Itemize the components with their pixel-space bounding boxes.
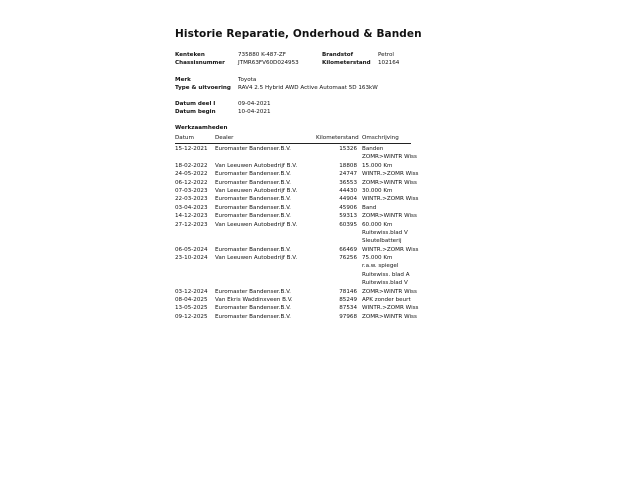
cell-dealer: Van Leeuwen Autobedrijf B.V. <box>215 221 298 228</box>
table-row <box>175 179 435 187</box>
col-header-dealer: Dealer <box>215 135 234 141</box>
table-row <box>175 237 435 245</box>
cell-km: 15326 <box>339 146 357 152</box>
cell-date: 13-05-2025 <box>175 305 208 312</box>
chassis-value: JTMR63FV60D024953 <box>238 60 299 66</box>
cell-km: 45906 <box>339 204 357 211</box>
datum-begin-value: 10-04-2021 <box>238 109 271 115</box>
cell-date: 15-12-2021 <box>175 146 208 152</box>
table-row <box>175 195 435 203</box>
table-row <box>175 145 435 153</box>
header-divider <box>175 143 411 144</box>
table-row <box>175 187 435 195</box>
brandstof-label: Brandstof <box>322 52 354 58</box>
cell-desc: WINTR.>ZOMR Wiss <box>362 305 419 312</box>
cell-desc: WINTR.>ZOMR Wiss <box>362 196 419 203</box>
kilometerstand-value: 102164 <box>378 60 400 66</box>
table-row <box>175 296 435 304</box>
datum-deel1-value: 09-04-2021 <box>238 101 271 107</box>
cell-date: 06-05-2024 <box>175 246 208 253</box>
cell-km: 97968 <box>339 313 357 320</box>
cell-desc: r.a.w. spiegel <box>362 263 399 270</box>
cell-dealer: Euromaster Bandenser.B.V. <box>215 246 291 253</box>
table-row <box>175 153 435 161</box>
cell-km: 87534 <box>339 305 357 312</box>
brandstof-value: Petrol <box>378 52 394 58</box>
cell-date: 06-12-2022 <box>175 179 208 186</box>
cell-desc: WINTR.>ZOMR Wiss <box>362 246 419 253</box>
col-header-datum: Datum <box>175 135 194 141</box>
cell-desc: WINTR.>ZOMR Wiss <box>362 171 419 178</box>
werkzaamheden-table <box>175 145 435 321</box>
cell-dealer: Euromaster Bandenser.B.V. <box>215 179 291 186</box>
cell-km: 66469 <box>339 246 357 253</box>
type-value: RAV4 2.5 Hybrid AWD Active Automaat 5D 163kW <box>238 85 378 91</box>
kenteken-label: Kenteken <box>175 52 205 58</box>
table-row <box>175 271 435 279</box>
cell-dealer: Euromaster Bandenser.B.V. <box>215 204 291 211</box>
cell-date: 23-10-2024 <box>175 255 208 262</box>
cell-date: 03-12-2024 <box>175 288 208 295</box>
table-row <box>175 204 435 212</box>
chassis-label: Chassisnummer <box>175 60 225 66</box>
cell-desc: 15.000 Km <box>362 162 393 169</box>
cell-desc: Ruitewiss.blad V <box>362 229 408 236</box>
cell-km: 36553 <box>339 179 357 186</box>
cell-desc: ZOMR>WINTR Wiss <box>362 179 417 186</box>
cell-km: 85249 <box>339 297 357 304</box>
datum-begin-label: Datum begin <box>175 109 216 115</box>
cell-desc: APK zonder beurt <box>362 297 411 304</box>
cell-desc: Sleutelbatterij <box>362 238 402 245</box>
cell-date: 08-04-2025 <box>175 297 208 304</box>
table-row <box>175 279 435 287</box>
cell-km: 76256 <box>339 255 357 262</box>
cell-dealer: Van Leeuwen Autobedrijf B.V. <box>215 162 298 169</box>
cell-desc: 60.000 Km <box>362 221 393 228</box>
cell-desc: 30.000 Km <box>362 187 393 194</box>
table-row <box>175 304 435 312</box>
table-row <box>175 212 435 220</box>
table-row <box>175 170 435 178</box>
document-title: Historie Reparatie, Onderhoud & Banden <box>175 28 422 40</box>
cell-dealer: Euromaster Bandenser.B.V. <box>215 305 291 312</box>
table-row <box>175 221 435 229</box>
table-row <box>175 313 435 321</box>
cell-desc: Banden <box>362 146 384 152</box>
cell-dealer: Van Leeuwen Autobedrijf B.V. <box>215 255 298 262</box>
cell-desc: ZOMR>WINTR Wiss <box>362 288 417 295</box>
table-row <box>175 262 435 270</box>
cell-date: 09-12-2025 <box>175 313 208 320</box>
cell-dealer: Van Ekris Waddinxveen B.V. <box>215 297 293 304</box>
cell-date: 22-03-2023 <box>175 196 208 203</box>
cell-desc: Ruitewiss.blad V <box>362 280 408 287</box>
table-row <box>175 288 435 296</box>
cell-desc: Ruitewiss. blad A <box>362 271 410 278</box>
cell-dealer: Euromaster Bandenser.B.V. <box>215 171 291 178</box>
cell-dealer: Euromaster Bandenser.B.V. <box>215 288 291 295</box>
cell-dealer: Euromaster Bandenser.B.V. <box>215 213 291 220</box>
cell-km: 44430 <box>339 187 357 194</box>
kenteken-value: 735880 K-487-ZF <box>238 52 286 58</box>
cell-km: 18808 <box>339 162 357 169</box>
cell-date: 18-02-2022 <box>175 162 208 169</box>
cell-dealer: Euromaster Bandenser.B.V. <box>215 146 291 152</box>
kilometerstand-label: Kilometerstand <box>322 60 371 66</box>
cell-desc: ZOMR>WINTR Wiss <box>362 213 417 220</box>
table-row <box>175 229 435 237</box>
cell-desc: ZOMR>WINTR Wiss <box>362 313 417 320</box>
cell-desc: 75.000 Km <box>362 255 393 262</box>
table-row <box>175 162 435 170</box>
cell-dealer: Euromaster Bandenser.B.V. <box>215 196 291 203</box>
col-header-omschrijving: Omschrijving <box>362 135 399 141</box>
table-row <box>175 254 435 262</box>
type-label: Type & uitvoering <box>175 85 231 91</box>
table-row <box>175 246 435 254</box>
datum-deel1-label: Datum deel I <box>175 101 216 107</box>
merk-label: Merk <box>175 77 191 83</box>
cell-km: 44904 <box>339 196 357 203</box>
cell-date: 03-04-2023 <box>175 204 208 211</box>
cell-date: 24-05-2022 <box>175 171 208 178</box>
werkzaamheden-heading: Werkzaamheden <box>175 125 228 131</box>
col-header-kilometerstand: Kilometerstand <box>316 135 359 141</box>
cell-date: 14-12-2023 <box>175 213 208 220</box>
cell-km: 59313 <box>339 213 357 220</box>
merk-value: Toyota <box>238 77 257 83</box>
cell-desc: ZOMR>WINTR Wiss <box>362 154 417 161</box>
cell-dealer: Van Leeuwen Autobedrijf B.V. <box>215 187 298 194</box>
cell-desc: Band <box>362 204 377 211</box>
cell-km: 60395 <box>339 221 357 228</box>
cell-km: 78146 <box>339 288 357 295</box>
cell-date: 27-12-2023 <box>175 221 208 228</box>
cell-dealer: Euromaster Bandenser.B.V. <box>215 313 291 320</box>
cell-date: 07-03-2023 <box>175 187 208 194</box>
cell-km: 24747 <box>339 171 357 178</box>
